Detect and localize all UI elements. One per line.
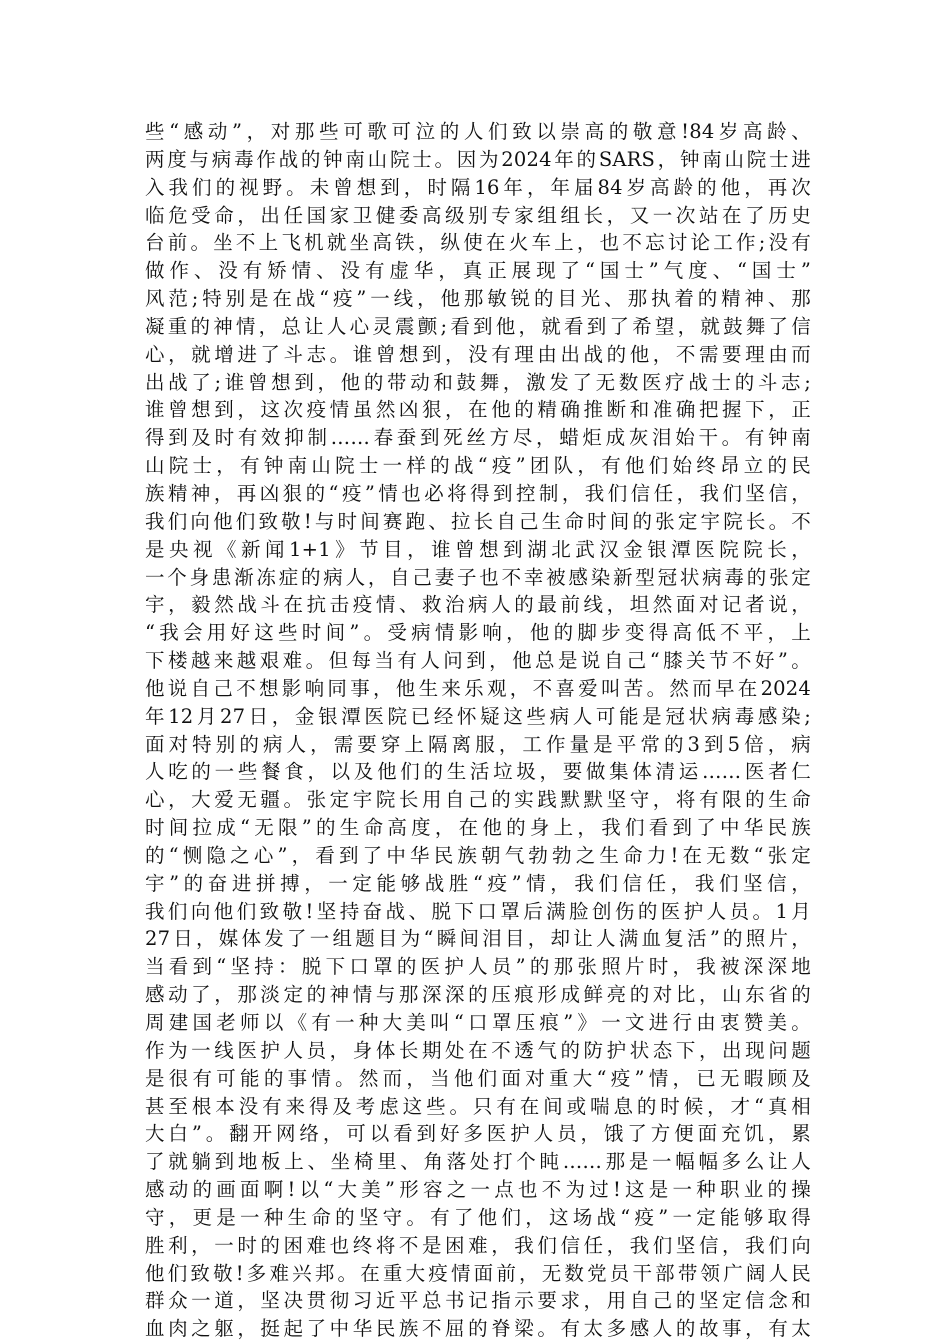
text-line: 了就躺到地板上、坐椅里、角落处打个盹……那是一幅幅多么让人 [145, 1150, 811, 1174]
text-line: 台前。坐不上飞机就坐高铁，纵使在火车上，也不忘讨论工作;没有 [145, 231, 811, 255]
text-line: 的“恻隐之心”，看到了中华民族朝气勃勃之生命力!在无数“张定 [145, 843, 811, 867]
text-line: 时间拉成“无限”的生命高度，在他的身上，我们看到了中华民族 [145, 816, 811, 840]
text-line: 人吃的一些餐食，以及他们的生活垃圾，要做集体清运……医者仁 [145, 760, 811, 784]
text-line: 是很有可能的事情。然而，当他们面对重大“疫”情，已无暇顾及 [145, 1066, 811, 1090]
text-line: 大白”。翻开网络，可以看到好多医护人员，饿了方便面充饥，累 [145, 1122, 811, 1146]
text-line: 出战了;谁曾想到，他的带动和鼓舞，激发了无数医疗战士的斗志; [145, 370, 811, 394]
text-line: 得到及时有效抑制……春蚕到死丝方尽，蜡炬成灰泪始干。有钟南 [145, 426, 811, 450]
text-line: 下楼越来越艰难。但每当有人问到，他总是说自己“膝关节不好”。 [145, 649, 811, 673]
text-line: 面对特别的病人，需要穿上隔离服，工作量是平常的3到5倍，病 [145, 732, 811, 756]
text-line: 是央视《新闻1+1》节目，谁曾想到湖北武汉金银潭医院院长， [145, 537, 811, 561]
text-line: 他们致敬!多难兴邦。在重大疫情面前，无数党员干部带领广阔人民 [145, 1261, 811, 1285]
text-line: 心，大爱无疆。张定宇院长用自己的实践默默坚守，将有限的生命 [145, 788, 811, 812]
text-line: 族精神，再凶狠的“疫”情也必将得到控制，我们信任，我们坚信， [145, 481, 811, 505]
text-line: 谁曾想到，这次疫情虽然凶狠，在他的精确推断和准确把握下，正 [145, 398, 811, 422]
document-page [145, 118, 811, 1341]
text-line: 当看到“坚持：脱下口罩的医护人员”的那张照片时，我被深深地 [145, 955, 811, 979]
text-line: 临危受命，出任国家卫健委高级别专家组组长，又一次站在了历史 [145, 203, 811, 227]
text-line: 周建国老师以《有一种大美叫“口罩压痕”》一文进行由衷赞美。 [145, 1011, 811, 1034]
text-line: 甚至根本没有来得及考虑这些。只有在间或喘息的时候，才“真相 [145, 1094, 811, 1118]
text-line: 群众一道，坚决贯彻习近平总书记指示要求，用自己的坚定信念和 [145, 1289, 811, 1313]
text-line: 两度与病毒作战的钟南山院士。因为2024年的SARS，钟南山院士进 [145, 147, 811, 171]
text-line: 我们向他们致敬!与时间赛跑、拉长自己生命时间的张定宇院长。不 [145, 509, 811, 533]
text-line: 凝重的神情，总让人心灵震颤;看到他，就看到了希望，就鼓舞了信 [145, 314, 811, 338]
text-line: 风范;特别是在战“疫”一线，他那敏锐的目光、那执着的精神、那 [145, 287, 811, 311]
text-line: 血肉之躯，挺起了中华民族不屈的脊梁。有太多感人的故事，有太 [145, 1317, 811, 1341]
text-line: 山院士，有钟南山院士一样的战“疫”团队，有他们始终昂立的民 [145, 454, 811, 478]
text-line: 感动的画面啊!以“大美”形容之一点也不为过!这是一种职业的操 [145, 1178, 811, 1202]
text-line: 做作、没有矫情、没有虚华，真正展现了“国士”气度、“国士” [145, 259, 811, 283]
text-line: 守，更是一种生命的坚守。有了他们，这场战“疫”一定能够取得 [145, 1205, 811, 1229]
text-line: 一个身患渐冻症的病人，自己妻子也不幸被感染新型冠状病毒的张定 [145, 565, 811, 589]
text-line: 作为一线医护人员，身体长期处在不透气的防护状态下，出现问题 [145, 1038, 811, 1062]
text-line: 我们向他们致敬!坚持奋战、脱下口罩后满脸创伤的医护人员。1月 [145, 899, 811, 923]
text-line: 胜利，一时的困难也终将不是困难，我们信任，我们坚信，我们向 [145, 1233, 811, 1257]
text-line: 年12月27日，金银潭医院已经怀疑这些病人可能是冠状病毒感染; [145, 704, 811, 728]
text-line: 宇，毅然战斗在抗击疫情、救治病人的最前线，坦然面对记者说， [145, 593, 811, 617]
text-line: 宇”的奋进拼搏，一定能够战胜“疫”情，我们信任，我们坚信， [145, 871, 811, 895]
text-line: 些“感动”，对那些可歌可泣的人们致以崇高的敬意!84岁高龄、 [145, 120, 811, 143]
text-line: “我会用好这些时间”。受病情影响，他的脚步变得高低不平，上 [145, 621, 811, 645]
text-line: 心，就增进了斗志。谁曾想到，没有理由出战的他，不需要理由而 [145, 342, 811, 366]
text-line: 感动了，那淡定的神情与那深深的压痕形成鲜亮的对比，山东省的 [145, 983, 811, 1007]
text-line: 27日，媒体发了一组题目为“瞬间泪目，却让人满血复活”的照片， [145, 927, 811, 951]
text-line: 入我们的视野。未曾想到，时隔16年，年届84岁高龄的他，再次 [145, 175, 811, 199]
text-line: 他说自己不想影响同事，他生来乐观，不喜爱叫苦。然而早在2024 [145, 676, 811, 700]
